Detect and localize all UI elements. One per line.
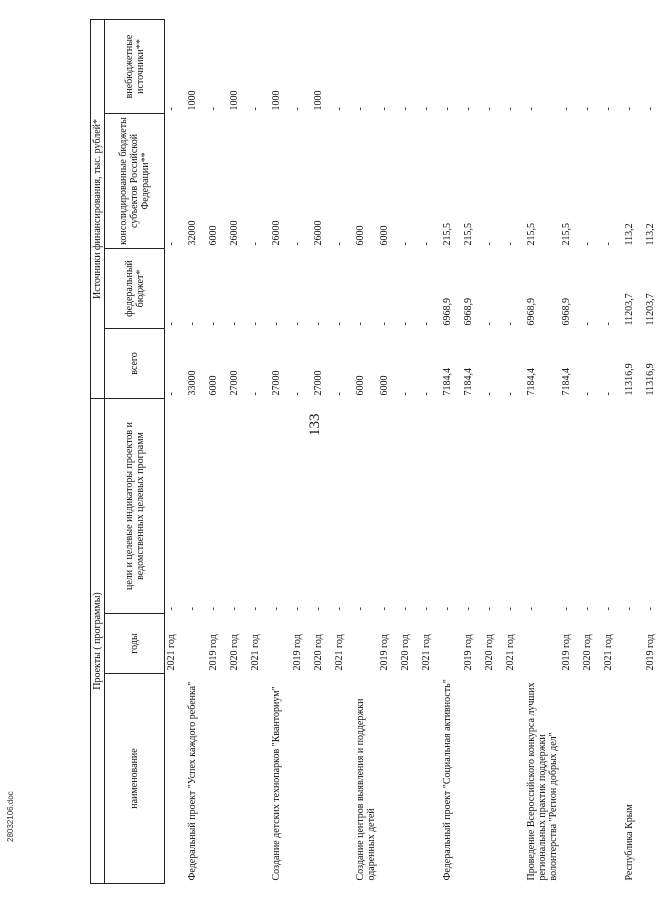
row-target: - [505, 607, 516, 611]
row-total: 33000 [187, 370, 198, 396]
row-target: - [229, 607, 240, 611]
row-total: 11316,9 [624, 363, 635, 396]
row-federal: - [582, 322, 593, 326]
table-row [581, 20, 602, 884]
table-row [228, 20, 249, 884]
row-total: 6000 [208, 375, 219, 396]
header-total: всего [105, 329, 165, 399]
row-extrabudget: - [561, 107, 572, 111]
row-extrabudget: - [582, 107, 593, 111]
row-extrabudget: - [603, 107, 614, 111]
row-extrabudget: 1000 [229, 90, 240, 111]
table-row [602, 20, 623, 884]
row-target: - [250, 607, 261, 611]
row-total: 7184,4 [561, 368, 572, 396]
row-extrabudget: - [355, 107, 366, 111]
row-year: 2019 год [379, 634, 390, 671]
row-target: - [166, 607, 177, 611]
table-row [270, 20, 291, 884]
row-extrabudget: 1000 [313, 90, 324, 111]
row-total: 7184,4 [526, 368, 537, 396]
row-target: - [484, 607, 495, 611]
row-total: - [484, 392, 495, 396]
row-consolidated: - [603, 242, 614, 246]
row-total: - [400, 392, 411, 396]
rotated-table-container [90, 20, 656, 884]
row-name: Создание центров выявления и поддержки одаренных детей [355, 698, 377, 881]
row-target: - [271, 607, 282, 611]
header-targets: цели и целевые индикаторы проектов и ведомственных целевых программ [105, 399, 165, 614]
row-extrabudget: - [400, 107, 411, 111]
row-extrabudget: - [421, 107, 432, 111]
row-total: - [250, 392, 261, 396]
table-row [207, 20, 228, 884]
row-target: - [526, 607, 537, 611]
row-total: 27000 [271, 370, 282, 396]
row-federal: 6968,9 [463, 298, 474, 326]
row-name [602, 674, 623, 884]
row-consolidated: 6000 [379, 225, 390, 246]
row-consolidated: 215,5 [463, 223, 474, 246]
row-consolidated: - [166, 242, 177, 246]
row-year: 2021 год [421, 634, 432, 671]
row-target: - [187, 607, 198, 611]
row-year: 2021 год [505, 634, 516, 671]
row-federal: - [334, 322, 345, 326]
row-federal: 6968,9 [442, 298, 453, 326]
row-federal: 11203,7 [624, 293, 635, 326]
table-row [441, 20, 462, 884]
row-total: - [505, 392, 516, 396]
row-extrabudget: - [624, 107, 635, 111]
row-federal: - [421, 322, 432, 326]
row-target: - [400, 607, 411, 611]
row-consolidated: 26000 [229, 220, 240, 246]
row-consolidated: - [582, 242, 593, 246]
row-extrabudget: - [505, 107, 516, 111]
table-row [644, 20, 665, 884]
row-federal: - [400, 322, 411, 326]
table-row [623, 20, 644, 884]
row-federal: - [187, 322, 198, 326]
row-target: - [334, 607, 345, 611]
table-row [291, 20, 312, 884]
row-extrabudget: - [379, 107, 390, 111]
row-federal: - [355, 322, 366, 326]
row-target: - [379, 607, 390, 611]
row-name [504, 674, 525, 884]
row-total: 27000 [313, 370, 324, 396]
row-year: 2020 год [313, 634, 324, 671]
row-consolidated: - [400, 242, 411, 246]
row-federal: - [313, 322, 324, 326]
row-total: 6000 [379, 375, 390, 396]
row-federal: - [484, 322, 495, 326]
row-name [462, 674, 483, 884]
row-extrabudget: 1000 [187, 90, 198, 111]
row-name [420, 674, 441, 884]
row-year [525, 614, 560, 674]
table-body [165, 20, 665, 884]
row-consolidated: 26000 [313, 220, 324, 246]
row-year: 2021 год [334, 634, 345, 671]
row-consolidated: - [250, 242, 261, 246]
row-year [623, 614, 644, 674]
row-name [249, 674, 270, 884]
row-name [378, 674, 399, 884]
row-year: 2021 год [166, 634, 177, 671]
row-name [581, 674, 602, 884]
row-name: Республика Крым [624, 804, 635, 881]
row-extrabudget: - [292, 107, 303, 111]
row-total: - [421, 392, 432, 396]
row-year: 2019 год [561, 634, 572, 671]
row-consolidated: - [484, 242, 495, 246]
row-name [228, 674, 249, 884]
row-federal: - [208, 322, 219, 326]
row-consolidated: 26000 [271, 220, 282, 246]
row-target: - [292, 607, 303, 611]
row-name [399, 674, 420, 884]
row-federal: - [292, 322, 303, 326]
table-row [525, 20, 560, 884]
header-federal: федеральный бюджет* [105, 249, 165, 329]
row-federal: - [505, 322, 516, 326]
row-consolidated: 113,2 [645, 223, 656, 246]
table-row [483, 20, 504, 884]
row-consolidated: 215,5 [526, 223, 537, 246]
row-target: - [624, 607, 635, 611]
row-total: - [603, 392, 614, 396]
row-target: - [442, 607, 453, 611]
row-federal: - [379, 322, 390, 326]
row-name: Федеральный проект "Успех каждого ребенка" [187, 681, 198, 881]
row-name [560, 674, 581, 884]
row-target: - [582, 607, 593, 611]
row-federal: - [229, 322, 240, 326]
row-year [186, 614, 207, 674]
row-total: - [582, 392, 593, 396]
row-extrabudget: - [208, 107, 219, 111]
row-federal: - [603, 322, 614, 326]
row-year: 2020 год [400, 634, 411, 671]
row-extrabudget: - [166, 107, 177, 111]
row-total: - [166, 392, 177, 396]
row-consolidated: 215,5 [442, 223, 453, 246]
row-consolidated: 215,5 [561, 223, 572, 246]
row-name: Федеральный проект "Социальная активность" [442, 679, 453, 881]
row-total: 27000 [229, 370, 240, 396]
header-years: годы [105, 614, 165, 674]
row-name [165, 674, 187, 884]
table-row [399, 20, 420, 884]
row-year: 2019 год [208, 634, 219, 671]
row-federal: - [271, 322, 282, 326]
financing-table [90, 19, 665, 884]
row-extrabudget: - [484, 107, 495, 111]
row-year: 2019 год [292, 634, 303, 671]
row-year: 2021 год [603, 634, 614, 671]
row-year [441, 614, 462, 674]
table-row [186, 20, 207, 884]
row-name [207, 674, 228, 884]
row-extrabudget: - [645, 107, 656, 111]
row-year: 2020 год [229, 634, 240, 671]
table-row [504, 20, 525, 884]
row-name [291, 674, 312, 884]
header-name: наименование [105, 674, 165, 884]
row-name: Проведение Всероссийского конкурса лучших региональных практик поддержки волонтерства "Регион добрых дел" [526, 682, 559, 881]
page-number: 133 [307, 413, 323, 436]
row-year: 2019 год [645, 634, 656, 671]
row-consolidated: - [505, 242, 516, 246]
row-name: Создание детских технопарков "Кванториум" [271, 686, 282, 881]
row-federal: - [166, 322, 177, 326]
table-row [249, 20, 270, 884]
row-consolidated: 6000 [208, 225, 219, 246]
row-name [333, 674, 354, 884]
row-federal: 6968,9 [526, 298, 537, 326]
row-extrabudget: - [442, 107, 453, 111]
row-federal: - [250, 322, 261, 326]
row-target: - [355, 607, 366, 611]
row-name [483, 674, 504, 884]
table-row [354, 20, 378, 884]
row-target: - [208, 607, 219, 611]
row-total: - [334, 392, 345, 396]
table-row [165, 20, 187, 884]
table-row [333, 20, 354, 884]
row-year: 2020 год [582, 634, 593, 671]
row-target: - [645, 607, 656, 611]
row-target: - [421, 607, 432, 611]
row-target: - [463, 607, 474, 611]
row-federal: 11203,7 [645, 293, 656, 326]
row-year [270, 614, 291, 674]
row-total: 7184,4 [463, 368, 474, 396]
header-financing: Источники финансирования, тыс. рублей* [91, 20, 105, 399]
header-projects: Проекты ( программы) [91, 399, 105, 884]
row-name [644, 674, 665, 884]
row-consolidated: 113,2 [624, 223, 635, 246]
row-target: - [561, 607, 572, 611]
footer-file-code: 28032106.doc [6, 791, 15, 842]
row-target: - [603, 607, 614, 611]
row-consolidated: - [292, 242, 303, 246]
header-consolidated: консолидированные бюджеты субъектов Российской Федерации** [105, 114, 165, 249]
row-target: - [313, 607, 324, 611]
row-total: 6000 [355, 375, 366, 396]
row-year: 2020 год [484, 634, 495, 671]
header-extrabudget: внебюджетные источники** [105, 20, 165, 114]
row-total: - [292, 392, 303, 396]
row-year: 2019 год [463, 634, 474, 671]
row-extrabudget: - [526, 107, 537, 111]
row-extrabudget: - [334, 107, 345, 111]
table-row [378, 20, 399, 884]
row-federal: 6968,9 [561, 298, 572, 326]
row-consolidated: 6000 [355, 225, 366, 246]
row-extrabudget: - [463, 107, 474, 111]
row-name [312, 674, 333, 884]
table-row [420, 20, 441, 884]
table-row [462, 20, 483, 884]
row-consolidated: - [334, 242, 345, 246]
table-row [560, 20, 581, 884]
row-extrabudget: - [250, 107, 261, 111]
row-consolidated: 32000 [187, 220, 198, 246]
row-extrabudget: 1000 [271, 90, 282, 111]
table-row [312, 20, 333, 884]
row-year [354, 614, 378, 674]
row-consolidated: - [421, 242, 432, 246]
row-total: 11316,9 [645, 363, 656, 396]
row-year: 2021 год [250, 634, 261, 671]
row-total: 7184,4 [442, 368, 453, 396]
